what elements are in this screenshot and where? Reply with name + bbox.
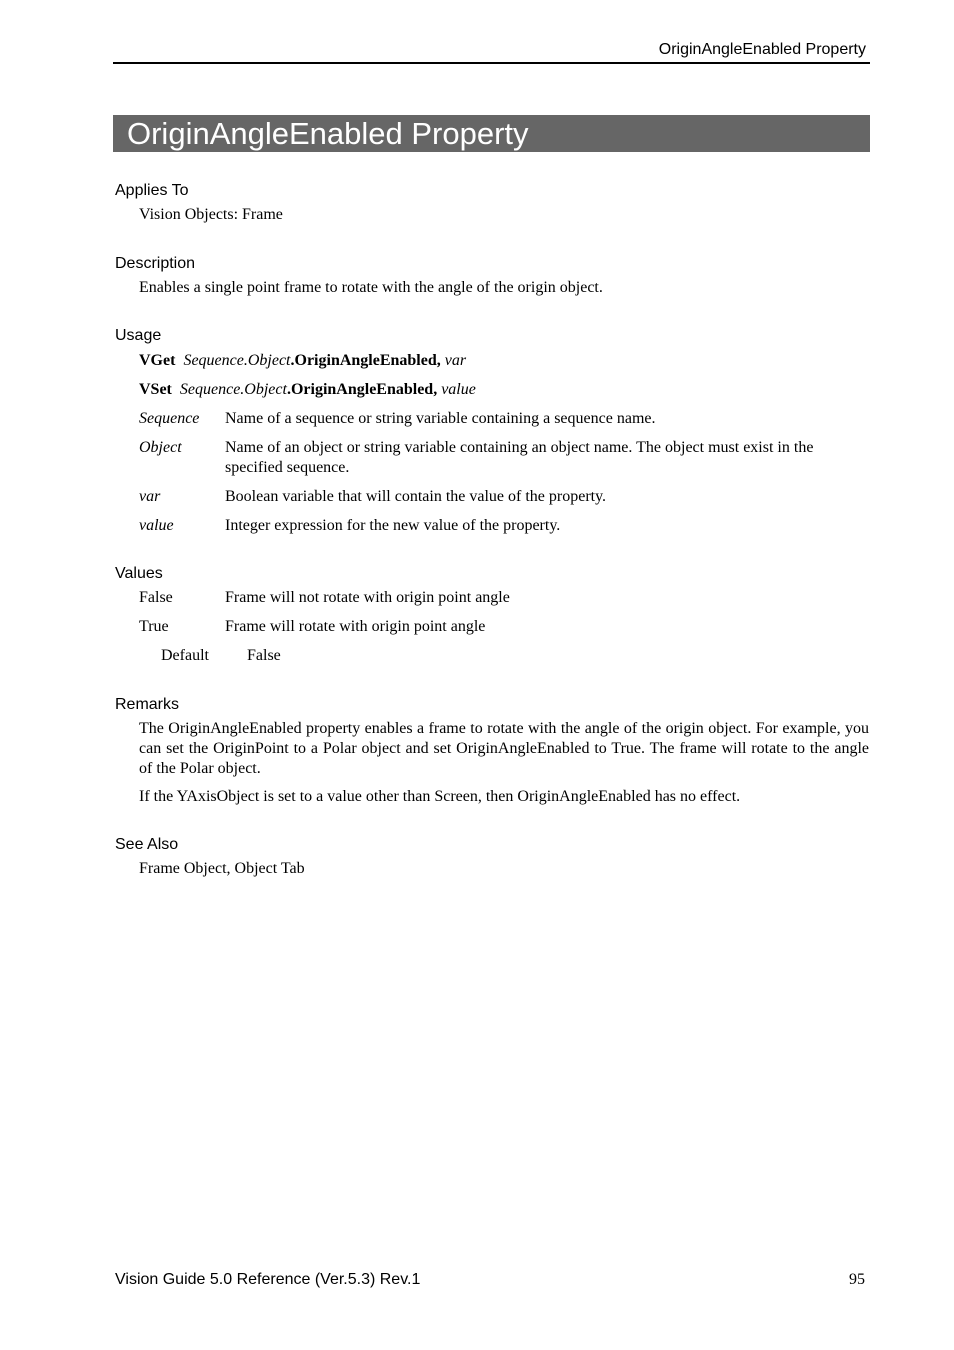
applies-to-text: Vision Objects: Frame: [139, 206, 283, 223]
page-number: 95: [849, 1271, 865, 1288]
default-label: Default: [161, 647, 209, 664]
vget-argument: var: [444, 352, 467, 369]
vset-argument: value: [441, 381, 476, 398]
footer-document-title: Vision Guide 5.0 Reference (Ver.5.3) Rev.1: [115, 1271, 421, 1288]
usage-vget-line: [139, 351, 869, 371]
see-also-links[interactable]: Frame Object, Object Tab: [139, 860, 305, 877]
vset-property: .OriginAngleEnabled,: [286, 381, 438, 398]
vget-property: .OriginAngleEnabled,: [290, 352, 441, 369]
default-value: False: [247, 647, 281, 664]
value-term: True: [139, 618, 169, 635]
see-also-heading: See Also: [115, 836, 179, 853]
usage-heading: Usage: [115, 327, 162, 344]
param-term: Sequence: [139, 410, 200, 427]
running-header-title: OriginAngleEnabled Property: [658, 41, 866, 58]
param-definition: Name of an object or string variable containing an object name. The object must exist in the specified sequence.: [225, 439, 814, 476]
applies-to-heading: Applies To: [115, 182, 189, 199]
description-heading: Description: [115, 255, 196, 272]
vset-command: VSet: [139, 381, 172, 398]
vget-command: VGet: [139, 352, 176, 369]
remarks-paragraph: The OriginAngleEnabled property enables a frame to rotate with the angle of the origin object. For example, you can set the OriginPoint to a Polar object and set OriginAngleEnabled to True. The frame will rotate to the angle of the Polar object.: [139, 720, 869, 777]
remarks-heading: Remarks: [115, 696, 180, 713]
usage-vset-line: [139, 380, 869, 400]
page-title: OriginAngleEnabled Property: [127, 116, 529, 151]
vset-target: Sequence.Object: [179, 381, 287, 398]
remarks-paragraph: If the YAxisObject is set to a value other than Screen, then OriginAngleEnabled has no effect.: [139, 788, 741, 805]
running-header: [113, 40, 870, 64]
description-text: Enables a single point frame to rotate with the angle of the origin object.: [139, 279, 603, 296]
param-definition: Boolean variable that will contain the value of the property.: [225, 488, 607, 505]
param-definition: Name of a sequence or string variable containing a sequence name.: [225, 410, 656, 427]
value-definition: Frame will not rotate with origin point angle: [225, 589, 510, 606]
param-term: Object: [139, 439, 182, 456]
vget-target: Sequence.Object: [183, 352, 291, 369]
param-term: var: [139, 488, 161, 505]
value-definition: Frame will rotate with origin point angle: [225, 618, 486, 635]
values-heading: Values: [115, 565, 163, 582]
param-definition: Integer expression for the new value of the property.: [225, 517, 561, 534]
param-term: value: [139, 517, 174, 534]
value-term: False: [139, 589, 173, 606]
page-title-bar: [113, 115, 870, 152]
